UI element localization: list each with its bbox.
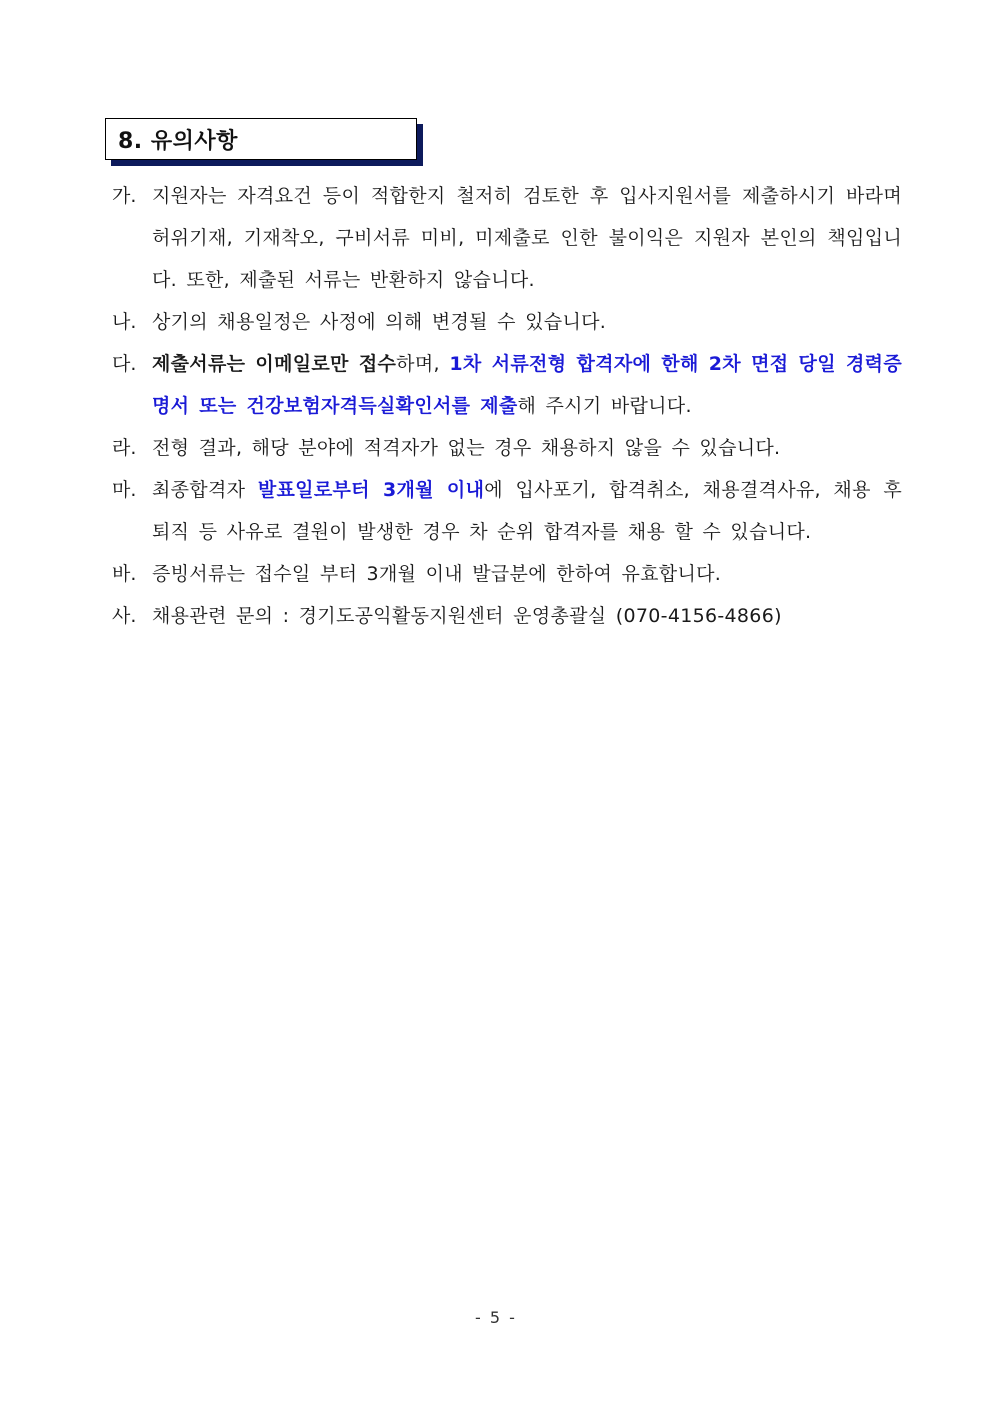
- section-title: 8. 유의사항: [118, 128, 238, 154]
- notice-marker: 라.: [112, 437, 137, 459]
- notice-marker: 나.: [112, 311, 137, 333]
- notice-item-na: [112, 301, 902, 343]
- notice-text: [152, 553, 902, 595]
- notice-text: [152, 469, 902, 553]
- notice-text-segment: 최종합격자: [152, 479, 258, 501]
- page-number: - 5 -: [475, 1308, 517, 1327]
- notice-text-segment: 지원자는 자격요건 등이 적합한지 철저히 검토한 후 입사지원서를 제출하시기 바라며 허위기재, 기재착오, 구비서류 미비, 미제출로 인한 불이익은 지원자 본인의 책임입니다. 또한, 제출된 서류는 반환하지 않습니다.: [152, 185, 902, 291]
- notice-text-segment: 하며,: [396, 353, 450, 375]
- notice-text: [152, 343, 902, 427]
- notice-item-ga: [112, 175, 902, 301]
- notice-text-segment: 채용관련 문의 : 경기도공익활동지원센터 운영총괄실 (070-4156-4866): [152, 605, 782, 627]
- notice-text: [152, 175, 902, 301]
- notice-marker: 바.: [112, 563, 137, 585]
- notice-marker: 마.: [112, 479, 137, 501]
- notice-item-ba: [112, 553, 902, 595]
- notice-emphasis-blue: 발표일로부터 3개월 이내: [257, 479, 485, 501]
- notice-item-ra: [112, 427, 902, 469]
- notice-marker: 가.: [112, 185, 137, 207]
- notice-list: [112, 175, 902, 637]
- notice-item-ma: [112, 469, 902, 553]
- notice-item-sa: [112, 595, 902, 637]
- notice-text-segment: 에 입사포기, 합격취소, 채용결격사유, 채용 후 퇴직 등 사유로 결원이 발생한 경우 차 순위 합격자를 채용 할 수 있습니다.: [152, 479, 902, 543]
- notice-emphasis-blue: 1차 서류전형 합격자에 한해 2차 면접 당일 경력증명서 또는 건강보험자격득실확인서를 제출: [152, 353, 902, 417]
- notice-text: [152, 427, 902, 469]
- notice-text-segment: 상기의 채용일정은 사정에 의해 변경될 수 있습니다.: [152, 311, 607, 333]
- notice-text-segment: 증빙서류는 접수일 부터 3개월 이내 발급분에 한하여 유효합니다.: [152, 563, 722, 585]
- notice-marker: 다.: [112, 353, 137, 375]
- notice-text-segment: 해 주시기 바랍니다.: [517, 395, 692, 417]
- notice-text: [152, 301, 902, 343]
- notice-text-segment: 전형 결과, 해당 분야에 적격자가 없는 경우 채용하지 않을 수 있습니다.: [152, 437, 781, 459]
- notice-text: [152, 595, 902, 637]
- notice-emphasis-bold: 제출서류는 이메일로만 접수: [152, 353, 397, 375]
- notice-item-da: [112, 343, 902, 427]
- section-heading-box: [105, 118, 417, 160]
- notice-marker: 사.: [112, 605, 137, 627]
